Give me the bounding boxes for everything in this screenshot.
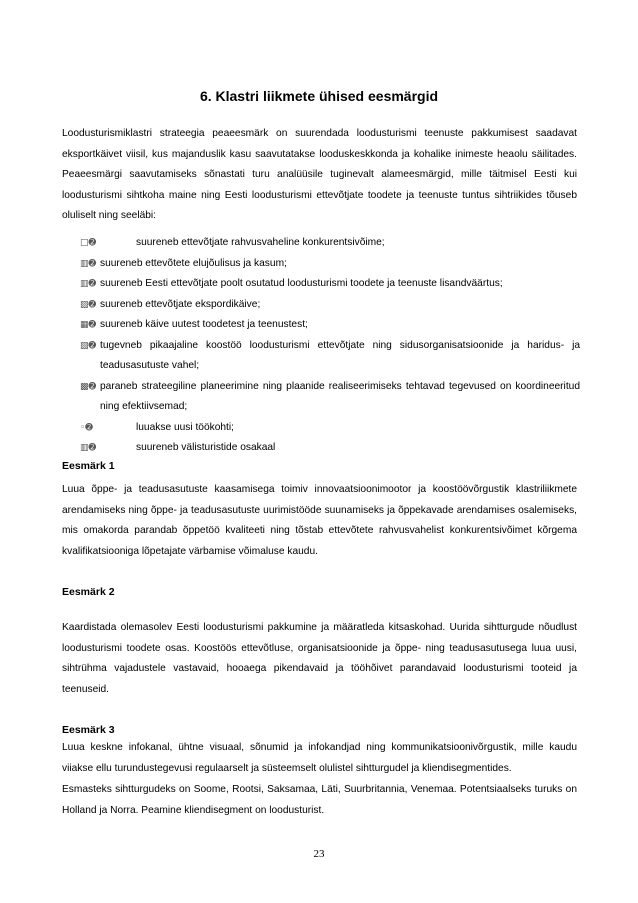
intro-paragraph: Loodusturismiklastri strateegia peaeesmärk on suurendada loodusturismi teenuste pakkumisest saadavat eksportkäivet viisil, kus majanduslik kasu saavutatakse looduskeskkonda ja kohalike inimeste heaolu säilitades. Peaeesmärgi saavutamiseks sõnastati turu analüüsile tuginevalt alameesmärgid, mille täitmisel Eesti kui loodusturismi sihtkoha maine ning Eesti loodusturismi ettevõtjate toodete ja teenuste tuntus sihtriikides tõuseb oluliselt ning seeläbi: — [62, 128, 577, 221]
goal-3-text: Luua keskne infokanal, ühtne visuaal, sõnumid ja infokandjad ning kommunikatsioonivõrgustik, mille kaudu viiakse ellu turundustegevusi regulaarselt ja süsteemselt olulistel sihtturgudel ja kliendisegmentides. — [62, 742, 577, 774]
goal-2-heading: Eesmärk 2 — [62, 586, 115, 598]
goal-1-heading: Eesmärk 1 — [62, 460, 115, 472]
goal-3-heading: Eesmärk 3 — [62, 724, 115, 736]
list-item: ◦➋ luuakse uusi töökohti; — [80, 418, 580, 439]
bullet-icon: ▥➋ — [80, 258, 97, 269]
bullet-icon: ▥➋ — [80, 443, 97, 453]
page-title: 6. Klastri liikmete ühised eesmärgid — [199, 88, 439, 104]
bullet-icon: ▧➋ — [80, 340, 97, 351]
goal-2-text: Kaardistada olemasolev Eesti loodusturismi pakkumine ja määratleda kitsaskohad. Uurida sihtturgude nõudlust loodusturismi toodete osas. Koostöös ettevõtluse, organisatsioonide ja õppe- ning teadusasutusega luua uusi, sihtrühma vajadustele vastavaid, hooaega pikendavaid ja tööhõivet parandavaid loodusturismi tooteid ja teenuseid. — [62, 622, 577, 695]
list-item: □➋ suureneb ettevõtjate rahvusvaheline konkurentsivõime; — [80, 233, 580, 254]
list-item: ▨➋ suureneb ettevõtjate ekspordikäive; — [80, 295, 580, 316]
list-item: ▥➋ suureneb ettevõtete elujõulisus ja kasum; — [80, 254, 580, 275]
list-item: ▥➋ suureneb välisturistide osakaal — [80, 438, 580, 459]
bullet-icon: ◦➋ — [80, 422, 93, 433]
bullet-icon: ▦➋ — [80, 320, 97, 330]
bullet-icon: ▥➋ — [80, 279, 97, 289]
goal-3-text-2: Esmasteks sihtturgudeks on Soome, Rootsi, Saksamaa, Läti, Suurbritannia, Venemaa. Potentsiaalseks turuks on Holland ja Norra. Peamine kliendisegment on loodusturist. — [62, 784, 577, 816]
outcome-list — [80, 233, 580, 459]
goal-1-text: Luua õppe- ja teadusasutuste kaasamisega toimiv innovaatsioonimootor ja koostöövõrgustik klastriliikmete arendamiseks ning õppe- ja teadusasutuste uurimistööde suunamiseks ja õppekavade arendamises osalemiseks, mis omakorda parandab õppetöö kvaliteeti ning tõstab ettevõtete rahvusvahelist konkurentsivõimet kõrgema kvalifikatsiooniga lõpetajate värbamise võimaluse kaudu. — [62, 484, 577, 557]
list-item: ▩➋ paraneb strateegiline planeerimine ning plaanide realiseerimiseks tehtavad tegevused on koordineeritud ning efektiivsemad; — [80, 377, 580, 418]
bullet-icon: ▨➋ — [80, 299, 97, 310]
list-item: ▧➋ tugevneb pikaajaline koostöö loodusturismi ettevõtjate ning sidusorganisatsioonide ja haridus- ja teadusasutuste vahel; — [80, 336, 580, 377]
bullet-icon: ▩➋ — [80, 381, 97, 392]
list-item: ▥➋ suureneb Eesti ettevõtjate poolt osutatud loodusturismi toodete ja teenuste lisandväärtus; — [80, 274, 580, 295]
page-number: 23 — [313, 848, 325, 860]
list-item: ▦➋ suureneb käive uutest toodetest ja teenustest; — [80, 315, 580, 336]
bullet-icon: □➋ — [80, 238, 97, 248]
